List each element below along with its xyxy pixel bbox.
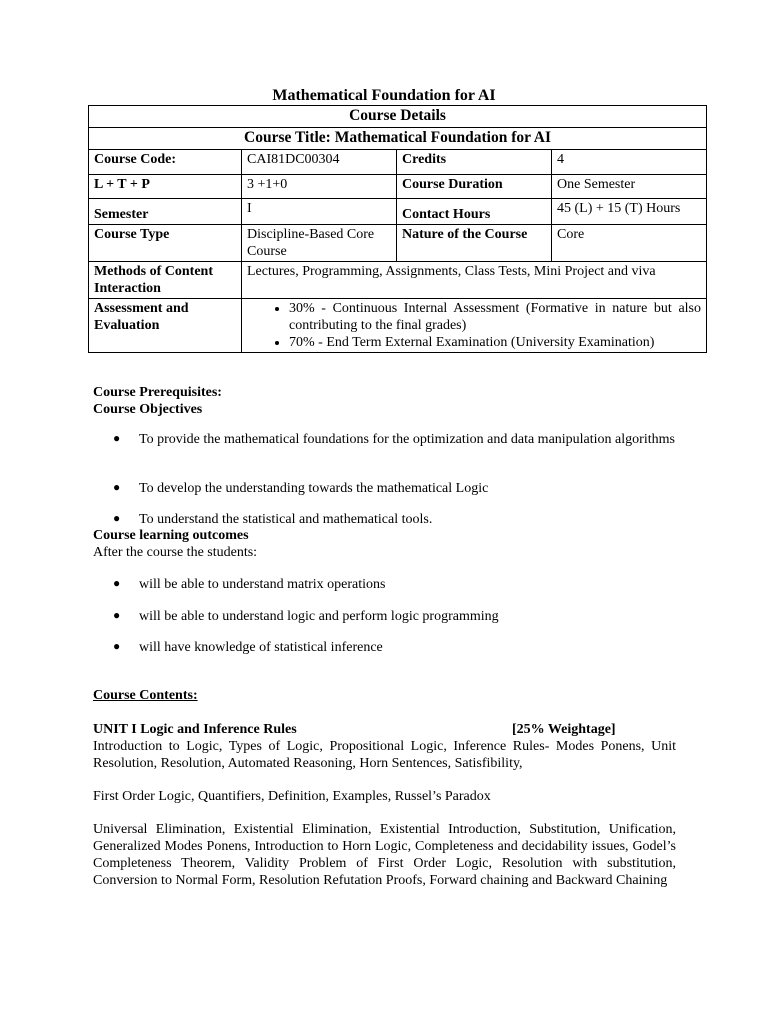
outcome-item: ● will be able to understand logic and perform logic programming (93, 608, 676, 625)
nature-value: Core (552, 224, 707, 261)
assessment-item: • 30% - Continuous Internal Assessment (Formative in nature but also contributing to the final grades) (289, 300, 701, 334)
assessment-label: Assessment and Evaluation (89, 299, 242, 353)
objective-item: ● To develop the understanding towards the mathematical Logic (93, 480, 676, 497)
course-contents-label: Course Contents: (93, 688, 198, 703)
course-type-value: Discipline-Based Core Course (242, 224, 397, 261)
unit1-title: UNIT I Logic and Inference Rules (93, 722, 297, 737)
course-code-label: Course Code: (89, 149, 242, 174)
nature-label: Nature of the Course (397, 224, 552, 261)
ltp-label: L + T + P (89, 174, 242, 198)
methods-label: Methods of Content Interaction (89, 262, 242, 299)
credits-value: 4 (552, 149, 707, 174)
credits-label: Credits (397, 149, 552, 174)
outcomes-intro: After the course the students: (93, 545, 258, 561)
outcomes-list-2 (93, 608, 676, 625)
outcomes-label: Course learning outcomes (93, 528, 249, 543)
document-title: Mathematical Foundation for AI (272, 87, 496, 104)
unit1-para1: Introduction to Logic, Types of Logic, Propositional Logic, Inference Rules- Modes Ponens, Unit Resolution, Resolution, Automated Reasoning, Horn Sentences, Satisfibility, (93, 739, 676, 772)
prerequisites-heading (93, 384, 676, 418)
assessment-item: • 70% - End Term External Examination (University Examination) (289, 334, 701, 351)
outcomes-heading (93, 527, 676, 561)
course-type-label: Course Type (89, 224, 242, 261)
course-details-table (88, 105, 707, 353)
contact-hours-label: Contact Hours (397, 198, 552, 224)
outcomes-list (93, 576, 676, 593)
objectives-list-3 (93, 511, 676, 528)
course-code-value: CAI81DC00304 (242, 149, 397, 174)
unit1-weightage: [25% Weightage] (512, 722, 616, 737)
prerequisites-label: Course Prerequisites: (93, 385, 222, 400)
duration-value: One Semester (552, 174, 707, 198)
outcome-item: ● will be able to understand matrix operations (93, 576, 676, 593)
semester-value: I (242, 198, 397, 224)
objective-item: ● To understand the statistical and mathematical tools. (93, 511, 676, 528)
table-header: Course Details (89, 106, 707, 128)
unit1-para2: First Order Logic, Quantifiers, Definition, Examples, Russel’s Paradox (93, 789, 491, 804)
assessment-cell (242, 299, 707, 353)
objective-item: ● To provide the mathematical foundations for the optimization and data manipulation algorithms (93, 431, 676, 448)
methods-value: Lectures, Programming, Assignments, Class Tests, Mini Project and viva (242, 262, 707, 299)
assessment-list (247, 300, 701, 351)
objectives-label: Course Objectives (93, 402, 203, 418)
course-title: Course Title: Mathematical Foundation for AI (89, 127, 707, 149)
objectives-list (93, 431, 676, 448)
duration-label: Course Duration (397, 174, 552, 198)
outcomes-list-3 (93, 639, 676, 656)
unit1-para3: Universal Elimination, Existential Elimination, Existential Introduction, Substitution, Unification, Generalized Modes Ponens, Introduction to Horn Logic, Completeness and decidability issues, Godel’s Completeness Theorem, Validity Problem of First Order Logic, Resolution with substitution, Conversion to Normal Form, Resolution Refutation Proofs, Forward chaining and Backward Chaining (93, 822, 676, 889)
objectives-list-2 (93, 480, 676, 497)
semester-label: Semester (89, 198, 242, 224)
contact-hours-value: 45 (L) + 15 (T) Hours (552, 198, 707, 224)
ltp-value: 3 +1+0 (242, 174, 397, 198)
outcome-item: ● will have knowledge of statistical inference (93, 639, 676, 656)
